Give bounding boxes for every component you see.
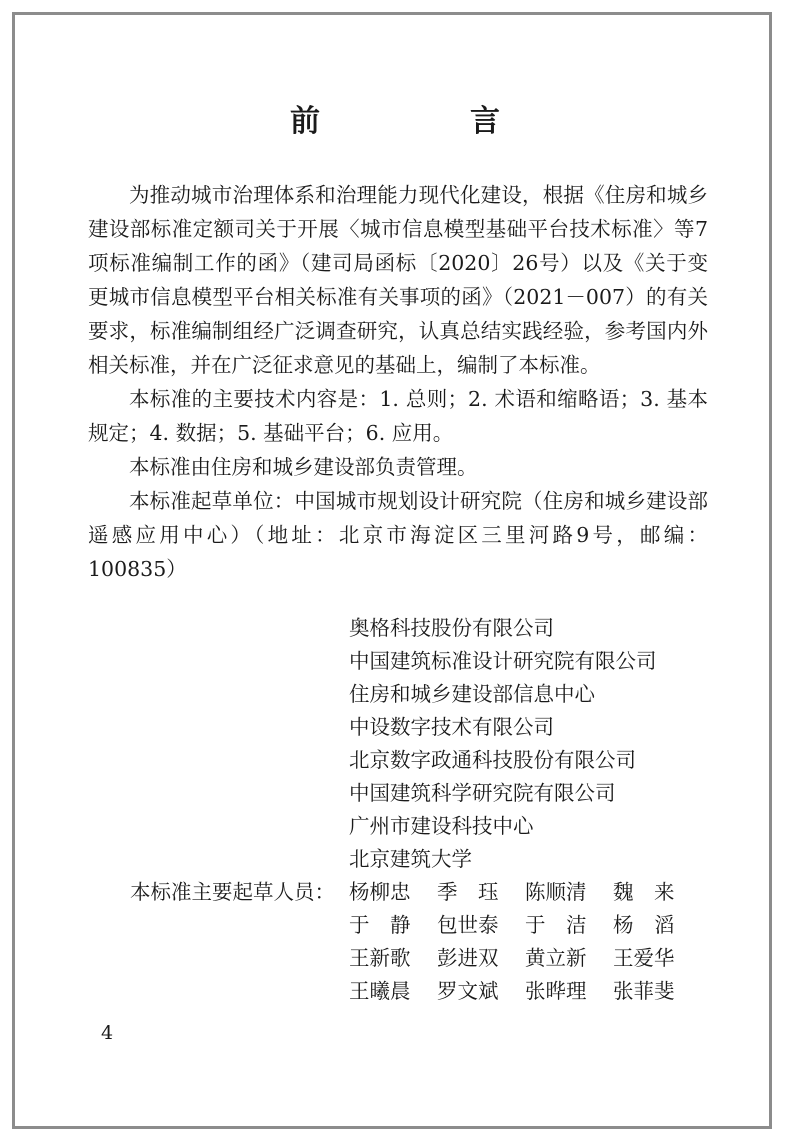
paragraph-contents: 本标准的主要技术内容是：1. 总则；2. 术语和缩略语；3. 基本规定；4. 数据；5. 基础平台；6. 应用。 xyxy=(88,387,708,445)
preface-body xyxy=(88,178,708,586)
organization-item: 北京数字政通科技股份有限公司 xyxy=(349,748,636,772)
organization-item: 中国建筑科学研究院有限公司 xyxy=(349,781,616,805)
drafter-name: 杨柳忠 xyxy=(349,880,411,904)
paragraph-background: 为推动城市治理体系和治理能力现代化建设，根据《住房和城乡建设部标准定额司关于开展〈城市信息模型基础平台技术标准〉等7项标准编制工作的函》（建司局函标〔2020〕26号）以及《关于变更城市信息模型平台相关标准有关事项的函》（2021－007）的有关要求，标准编制组经广泛调查研究，认真总结实践经验，参考国内外相关标准，并在广泛征求意见的基础上，编制了本标准。 xyxy=(88,183,708,377)
drafter-name: 季 珏 xyxy=(437,880,499,904)
drafter-name: 王曦晨 xyxy=(349,979,411,1003)
organization-item: 住房和城乡建设部信息中心 xyxy=(349,682,595,706)
drafter-name: 黄立新 xyxy=(525,946,587,970)
organization-item: 北京建筑大学 xyxy=(349,847,472,871)
drafter-name: 魏 来 xyxy=(613,880,675,904)
paragraph-drafting-unit: 本标准起草单位：中国城市规划设计研究院（住房和城乡建设部遥感应用中心）（地址：北京市海淀区三里河路9号，邮编：100835） xyxy=(88,489,708,581)
drafter-name: 陈顺清 xyxy=(525,880,587,904)
drafter-name: 于 洁 xyxy=(525,913,587,937)
drafter-name: 王爱华 xyxy=(613,946,675,970)
organization-list xyxy=(349,612,657,876)
drafters-label: 本标准主要起草人员： xyxy=(130,880,335,904)
organization-item: 中国建筑标准设计研究院有限公司 xyxy=(349,649,657,673)
page-title: 前 言 xyxy=(290,104,560,139)
drafter-name: 包世泰 xyxy=(437,913,499,937)
organization-item: 中设数字技术有限公司 xyxy=(349,715,554,739)
drafter-name: 彭进双 xyxy=(437,946,499,970)
organization-item: 广州市建设科技中心 xyxy=(349,814,534,838)
organization-item: 奥格科技股份有限公司 xyxy=(349,616,554,640)
drafter-name: 张菲斐 xyxy=(613,979,675,1003)
drafter-name: 杨 滔 xyxy=(613,913,675,937)
drafters-list xyxy=(349,876,701,1008)
drafter-name: 罗文斌 xyxy=(437,979,499,1003)
drafter-name: 王新歌 xyxy=(349,946,411,970)
drafter-name: 于 静 xyxy=(349,913,411,937)
paragraph-management: 本标准由住房和城乡建设部负责管理。 xyxy=(129,455,478,479)
page-number: 4 xyxy=(101,1022,114,1044)
drafter-name: 张晔理 xyxy=(525,979,587,1003)
